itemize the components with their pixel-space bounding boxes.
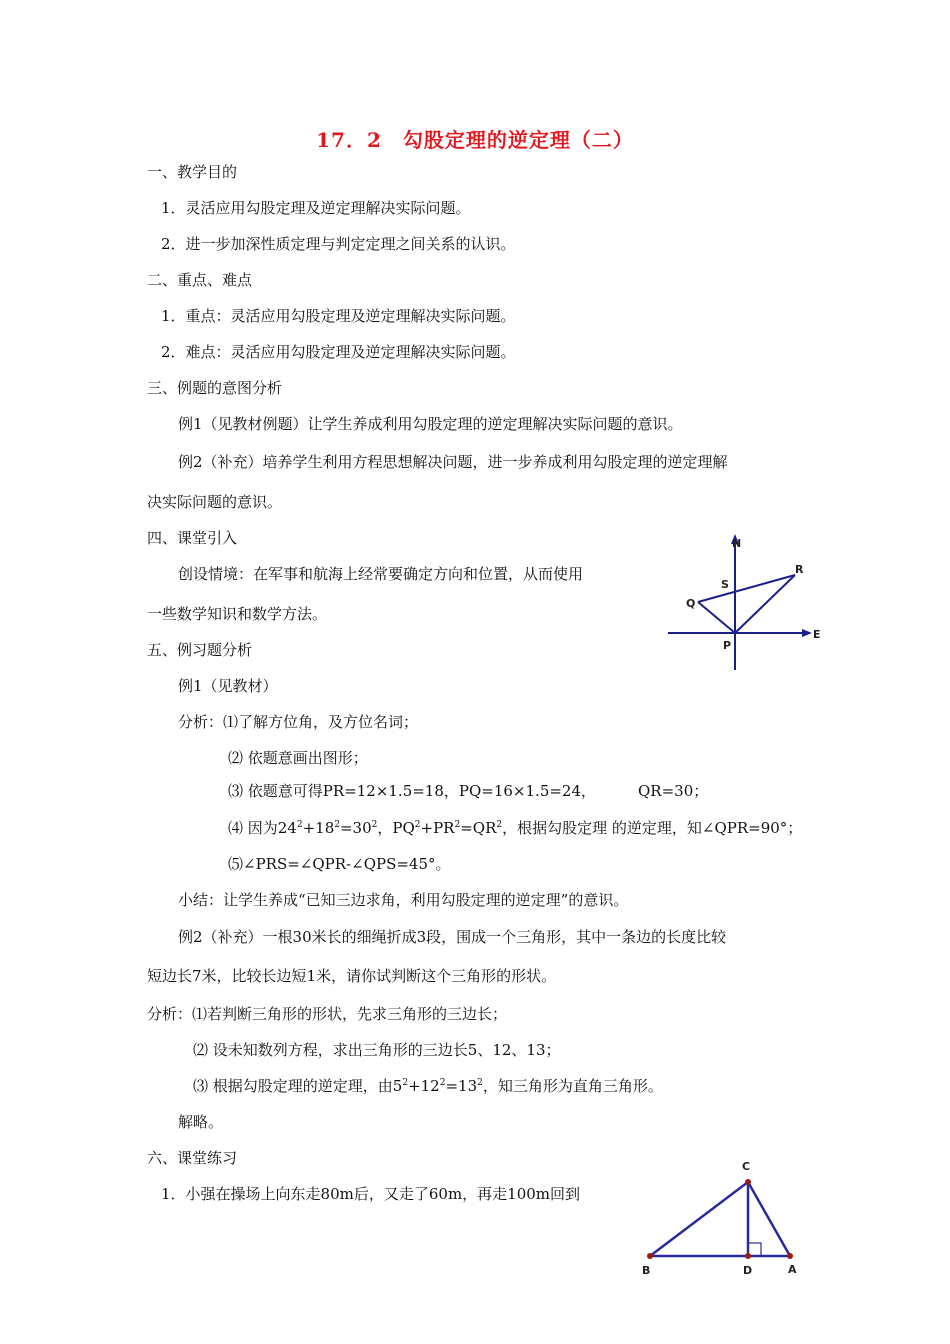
section-3-line-2a: 例2（补充）培养学生利用方程思想解决问题，进一步养成利用勾股定理的逆定理解 — [178, 453, 728, 471]
summary: 小结：让学生养成“已知三边求角，利用勾股定理的逆定理”的意识。 — [178, 891, 629, 909]
segment-bc — [650, 1182, 748, 1256]
analysis-1-step-3-qr: QR=30； — [638, 782, 709, 800]
segment-pq — [698, 602, 735, 633]
section-2-heading: 二、重点、难点 — [147, 271, 253, 289]
triangle-diagram — [638, 1155, 813, 1280]
label-n: N — [732, 537, 742, 550]
example-1-title: 例1（见教材） — [178, 677, 278, 695]
point-b — [647, 1253, 653, 1259]
section-4-line-1b: 一些数学知识和数学方法。 — [147, 605, 328, 623]
solution-omitted: 解略。 — [178, 1113, 224, 1131]
section-1-line-2: 2．进一步加深性质定理与判定定理之间关系的认识。 — [161, 235, 516, 253]
analysis-1-step-1: 分析：⑴了解方位角，及方位名词； — [178, 713, 419, 731]
analysis-2-step-2: ⑵ 设未知数列方程，求出三角形的三边长5、12、13； — [193, 1041, 561, 1059]
section-2-line-2: 2．难点：灵活应用勾股定理及逆定理解决实际问题。 — [161, 343, 516, 361]
label-a: A — [788, 1263, 797, 1276]
section-1-line-1: 1．灵活应用勾股定理及逆定理解决实际问题。 — [161, 199, 471, 217]
label-q: Q — [686, 597, 696, 610]
page-title: 17．2 勾股定理的逆定理（二） — [316, 128, 634, 152]
segment-ca — [748, 1182, 790, 1256]
point-a — [787, 1253, 793, 1259]
section-3-heading: 三、例题的意图分析 — [147, 379, 283, 397]
east-arrowhead — [802, 629, 812, 637]
analysis-1-step-4: ⑷ 因为$24^2+18^2=30^2$，$PQ^2+PR^2=QR^2$，根据勾股定理 的逆定理，知∠QPR=90°； — [228, 819, 803, 837]
section-3-line-1: 例1（见教材例题）让学生养成利用勾股定理的逆定理解决实际问题的意识。 — [178, 415, 683, 433]
section-1-heading: 一、教学目的 — [147, 163, 238, 181]
section-6-heading: 六、课堂练习 — [147, 1149, 238, 1167]
section-5-heading: 五、例习题分析 — [147, 641, 253, 659]
section-4-line-1a: 创设情境：在军事和航海上经常要确定方向和位置，从而使用 — [178, 565, 584, 583]
label-b: B — [642, 1264, 651, 1277]
analysis-1-step-2: ⑵ 依题意画出图形； — [228, 749, 368, 767]
bearing-diagram — [660, 530, 830, 675]
label-d: D — [743, 1264, 753, 1277]
label-p: P — [723, 639, 732, 652]
label-r: R — [795, 563, 804, 576]
analysis-1-step-3: ⑶ 依题意可得PR=12×1.5=18，PQ=16×1.5=24， — [228, 782, 597, 800]
example-2-line-2: 短边长7米，比较长边短1米，请你试判断这个三角形的形状。 — [147, 967, 557, 985]
analysis-2-step-1: 分析：⑴若判断三角形的形状，先求三角形的三边长； — [147, 1005, 508, 1023]
exercise-1-line-1: 1．小强在操场上向东走80m后，又走了60m，再走100m回到 — [161, 1185, 581, 1203]
point-d — [745, 1253, 751, 1259]
section-4-heading: 四、课堂引入 — [147, 529, 238, 547]
point-c — [745, 1179, 751, 1185]
label-s: S — [721, 578, 729, 591]
analysis-1-step-5: ⑸∠PRS=∠QPR-∠QPS=45°。 — [228, 855, 451, 873]
section-3-line-2b: 决实际问题的意识。 — [147, 493, 283, 511]
example-2-line-1: 例2（补充）一根30米长的细绳折成3段，围成一个三角形，其中一条边的长度比较 — [178, 928, 727, 946]
label-e: E — [813, 628, 821, 641]
label-c: C — [742, 1160, 751, 1173]
analysis-2-step-3: ⑶ 根据勾股定理的逆定理，由$5^2+12^2=13^2$，知三角形为直角三角形。 — [193, 1077, 663, 1095]
section-2-line-1: 1．重点：灵活应用勾股定理及逆定理解决实际问题。 — [161, 307, 516, 325]
